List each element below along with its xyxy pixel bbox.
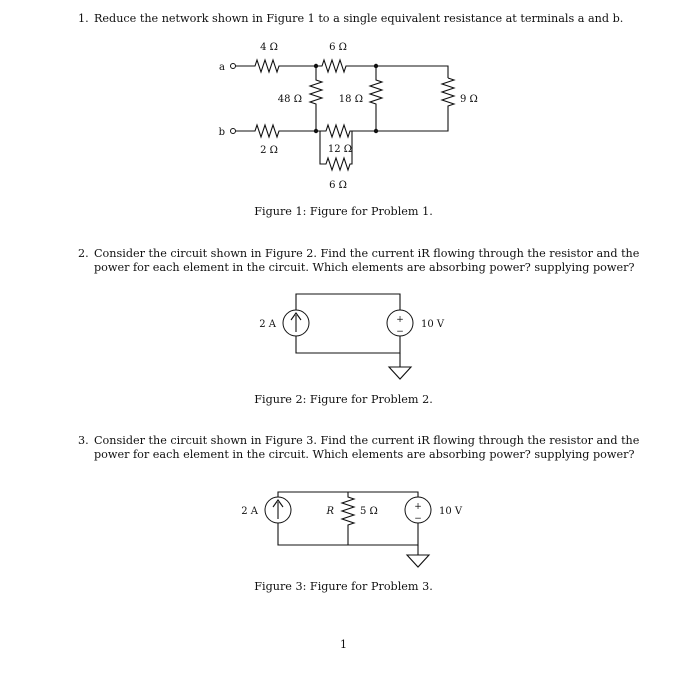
page-number: 1 [340, 638, 347, 651]
figure-2-caption: Figure 2: Figure for Problem 2. [254, 393, 433, 406]
resistor-48-ohm [310, 66, 322, 131]
terminal-a-node [231, 64, 236, 69]
figure-2-circuit [0, 290, 687, 410]
label-6-ohm-lower: 6 Ω [329, 180, 347, 191]
label-6-ohm-top: 6 Ω [329, 42, 347, 53]
problem-3 [80, 434, 650, 462]
label-current-source: 2 A [259, 319, 276, 330]
ground-icon [407, 555, 429, 567]
label-voltage-source: 10 V [439, 506, 463, 517]
terminal-a-label: a [219, 62, 225, 73]
problem-text: Consider the circuit shown in Figure 3. Find the current iR flowing through the resistor and the power for each element in the circuit. Which elements are absorbing power? supplying power? [94, 434, 640, 461]
wire-loop [296, 294, 400, 353]
plus-sign: + [396, 315, 404, 325]
junction-dot [374, 64, 378, 68]
wire-top [236, 60, 449, 78]
label-48-ohm: 48 Ω [277, 94, 302, 105]
junction-dot [314, 64, 318, 68]
problem-text: Consider the circuit shown in Figure 2. Find the current iR flowing through the resistor and the power for each element in the circuit. Which elements are absorbing power? supplying power? [94, 247, 640, 274]
minus-sign: − [396, 327, 404, 337]
resistor-5-ohm [342, 492, 354, 545]
figure-1-circuit [0, 0, 687, 200]
terminal-b-label: b [218, 127, 225, 138]
resistor-9-ohm [376, 78, 454, 131]
problem-text: Reduce the network shown in Figure 1 to a single equivalent resistance at terminals a and b. [94, 12, 624, 25]
label-resistor-name: R [326, 506, 334, 517]
label-9-ohm: 9 Ω [460, 94, 478, 105]
problem-number: 1. [78, 12, 89, 25]
junction-dot [374, 129, 378, 133]
figure-3-caption: Figure 3: Figure for Problem 3. [254, 580, 433, 593]
junction-dot [314, 129, 318, 133]
wire-bottom [236, 125, 377, 137]
label-4-ohm: 4 Ω [260, 42, 278, 53]
problem-number: 2. [78, 247, 89, 260]
label-12-ohm: 12 Ω [327, 144, 353, 155]
label-current-source: 2 A [241, 506, 258, 517]
figure-1-caption: Figure 1: Figure for Problem 1. [254, 205, 433, 218]
plus-sign: + [414, 502, 422, 512]
problem-number: 3. [78, 434, 89, 447]
label-resistor-value: 5 Ω [360, 506, 378, 517]
ground-icon [389, 367, 411, 379]
resistor-18-ohm [370, 66, 382, 131]
label-2-ohm: 2 Ω [260, 145, 278, 156]
minus-sign: − [414, 514, 422, 524]
label-18-ohm: 18 Ω [338, 94, 363, 105]
label-voltage-source: 10 V [421, 319, 445, 330]
terminal-b-node [231, 129, 236, 134]
problem-2 [80, 247, 650, 275]
